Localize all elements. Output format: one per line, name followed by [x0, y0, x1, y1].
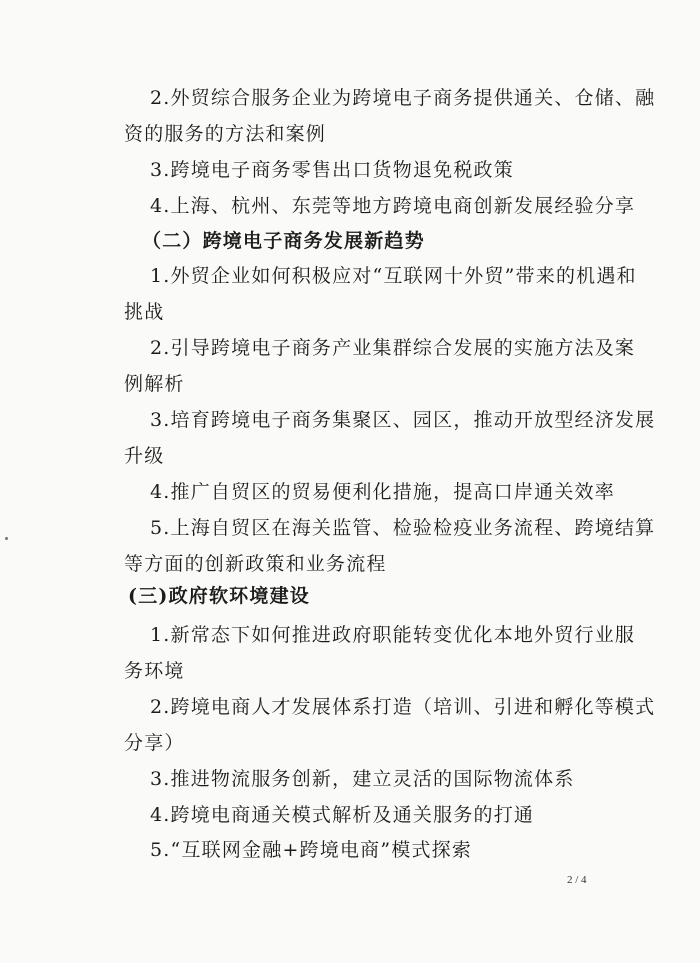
- continuation-line: 例解析: [124, 373, 185, 395]
- item-line: 2.引导跨境电子商务产业集群综合发展的实施方法及案: [150, 337, 636, 359]
- continuation-line: 务环境: [124, 660, 185, 682]
- item-line: 1.外贸企业如何积极应对“互联网十外贸”带来的机遇和: [150, 265, 637, 287]
- page-number: 2 / 4: [567, 874, 587, 886]
- item-line: 2.跨境电商人才发展体系打造（培训、引进和孵化等模式: [150, 696, 656, 718]
- continuation-line: 升级: [124, 445, 165, 467]
- scan-speck: [5, 537, 8, 540]
- item-line: 2.外贸综合服务企业为跨境电子商务提供通关、仓储、融: [150, 87, 656, 109]
- item-line: 5.“互联网金融+跨境电商”模式探索: [150, 839, 473, 861]
- item-line: 3.培育跨境电子商务集聚区、园区，推动开放型经济发展: [150, 409, 656, 431]
- item-line: 3.跨境电子商务零售出口货物退免税政策: [150, 159, 514, 181]
- item-line: 5.上海自贸区在海关监管、检验检疫业务流程、跨境结算: [150, 517, 656, 539]
- item-line: 4.上海、杭州、东莞等地方跨境电商创新发展经验分享: [150, 195, 636, 217]
- item-line: 1.新常态下如何推进政府职能转变优化本地外贸行业服: [150, 624, 636, 646]
- item-line: 4.跨境电商通关模式解析及通关服务的打通: [150, 804, 535, 826]
- section-heading: (三)政府软环境建设: [128, 585, 310, 607]
- section-heading: （二）跨境电子商务发展新趋势: [142, 230, 425, 252]
- item-line: 3.推进物流服务创新，建立灵活的国际物流体系: [150, 768, 575, 790]
- continuation-line: 挑战: [124, 301, 165, 323]
- continuation-line: 分享）: [124, 732, 185, 754]
- continuation-line: 资的服务的方法和案例: [124, 123, 327, 145]
- item-line: 4.推广自贸区的贸易便利化措施，提高口岸通关效率: [150, 481, 615, 503]
- continuation-line: 等方面的创新政策和业务流程: [124, 553, 387, 575]
